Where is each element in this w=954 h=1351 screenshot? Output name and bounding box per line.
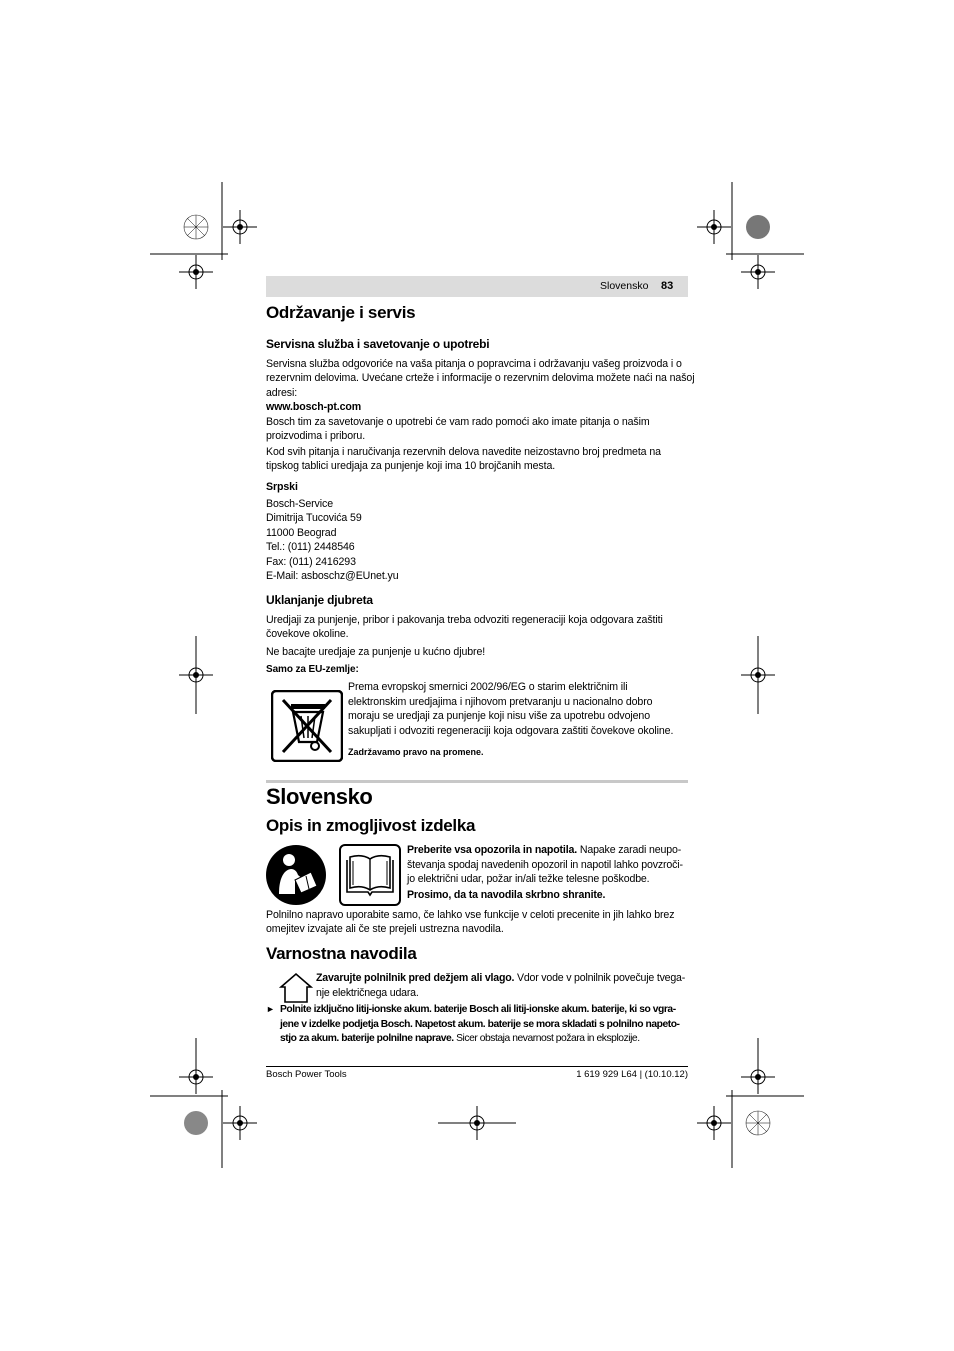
page-number: 83 xyxy=(661,280,674,292)
warning-text: Preberite vsa opozorila in napotila. Napake zaradi neupo- števanja spodaj navedenih opozoril in napotil lahko povzroči- jo električni udar, požar in/ali težke telesne poškodbe. xyxy=(407,844,683,886)
header-language: Slovensko xyxy=(600,280,649,292)
footer-brand: Bosch Power Tools xyxy=(266,1069,347,1080)
paragraph-usage: Polnilno napravo uporabite samo, če lahko vse funkcije v celoti precenite in jih lahko brez omejitev izvajate ali če ste prejeli ustrezna navodila. xyxy=(266,909,675,936)
reserve-note: Zadržavamo pravo na promene. xyxy=(348,747,484,757)
bullet-marker: ► xyxy=(266,1004,275,1014)
battery-warning: Polnite izključno litij-ionske akum. baterije Bosch ali litij-ionske akum. baterije, ki so vgra- jene v izdelke podjetja Bosch. Napetost akum. baterije se mora skladati s polnilno napeto- stjo za akum. baterije polnilne naprave. Sicer obstaja nevarnost požara in eksplozije. xyxy=(280,1004,680,1045)
language-title: Slovensko xyxy=(266,784,373,809)
email-link[interactable]: E-Mail: asboschz@EUnet.yu xyxy=(266,570,399,583)
heading-maintenance: Održavanje i servis xyxy=(266,303,416,322)
website-link[interactable]: www.bosch-pt.com xyxy=(266,401,362,414)
heading-description: Opis in zmogljivost izdelka xyxy=(266,816,476,835)
eu-only-label: Samo za EU-zemlje: xyxy=(266,664,359,675)
paragraph-spare-parts: Kod svih pitanja i naručivanja rezervnih delova navedite neizostavno broj predmeta na tipskog tablici uredjaja za punjenje koji ima 10 brojčanih mesta. xyxy=(266,446,661,473)
indoor-use-icon xyxy=(279,972,313,1004)
paragraph-service: Servisna služba odgovoriće na vaša pitanja o popravcima i održavanju vašeg proizvoda i o rezervnim delovima. Uvećane crteže i informacije o rezervnim delovima možete naći na našoj adresi: www.bosch-pt.com Bosch tim za savetovanje o upotrebi će vam rado pomoći ako imate pitanja o našim proizvodima i priboru. xyxy=(266,358,695,443)
crossed-bin-icon xyxy=(271,690,343,762)
heading-safety: Varnostna navodila xyxy=(266,944,417,963)
rain-warning: Zavarujte polnilnik pred dežjem ali vlago. Vdor vode v polnilnik povečuje tvega- nje električnega udara. xyxy=(316,972,686,999)
footer-rule xyxy=(266,1066,688,1067)
heading-disposal: Uklanjanje djubreta xyxy=(266,593,373,607)
country-label: Srpski xyxy=(266,481,298,493)
read-manual-icon xyxy=(265,844,327,906)
footer-doc-id: 1 619 929 L64 | (10.10.12) xyxy=(576,1069,688,1080)
heading-service: Servisna služba i savetovanje o upotrebi xyxy=(266,337,490,351)
address-block: Bosch-Service Dimitrija Tucovića 59 11000 Beograd Tel.: (011) 2448546 Fax: (011) 2416293 E-Mail: asboschz@EUnet.yu xyxy=(266,497,688,583)
book-icon xyxy=(339,844,401,906)
paragraph-disposal: Uredjaji za punjenje, pribor i pakovanja treba odvoziti regeneraciji koja odgovara zaštiti čovekove okoline. xyxy=(266,614,663,641)
eu-directive-text: Prema evropskoj smernici 2002/96/EG o starim električnim ili elektronskim uredjajima i njihovom pretvaranju u nacionalno dobro moraju se uredjaji za punjenje koji nisu više za upotrebu odvojeno sakupljati i odvoziti regeneraciji koja odgovara zaštiti čovekove okoline. xyxy=(348,681,674,737)
section-divider xyxy=(266,780,688,783)
keep-instructions: Prosimo, da ta navodila skrbno shranite. xyxy=(407,889,606,901)
paragraph-no-household: Ne bacajte uredjaje za punjenje u kućno djubre! xyxy=(266,646,486,658)
